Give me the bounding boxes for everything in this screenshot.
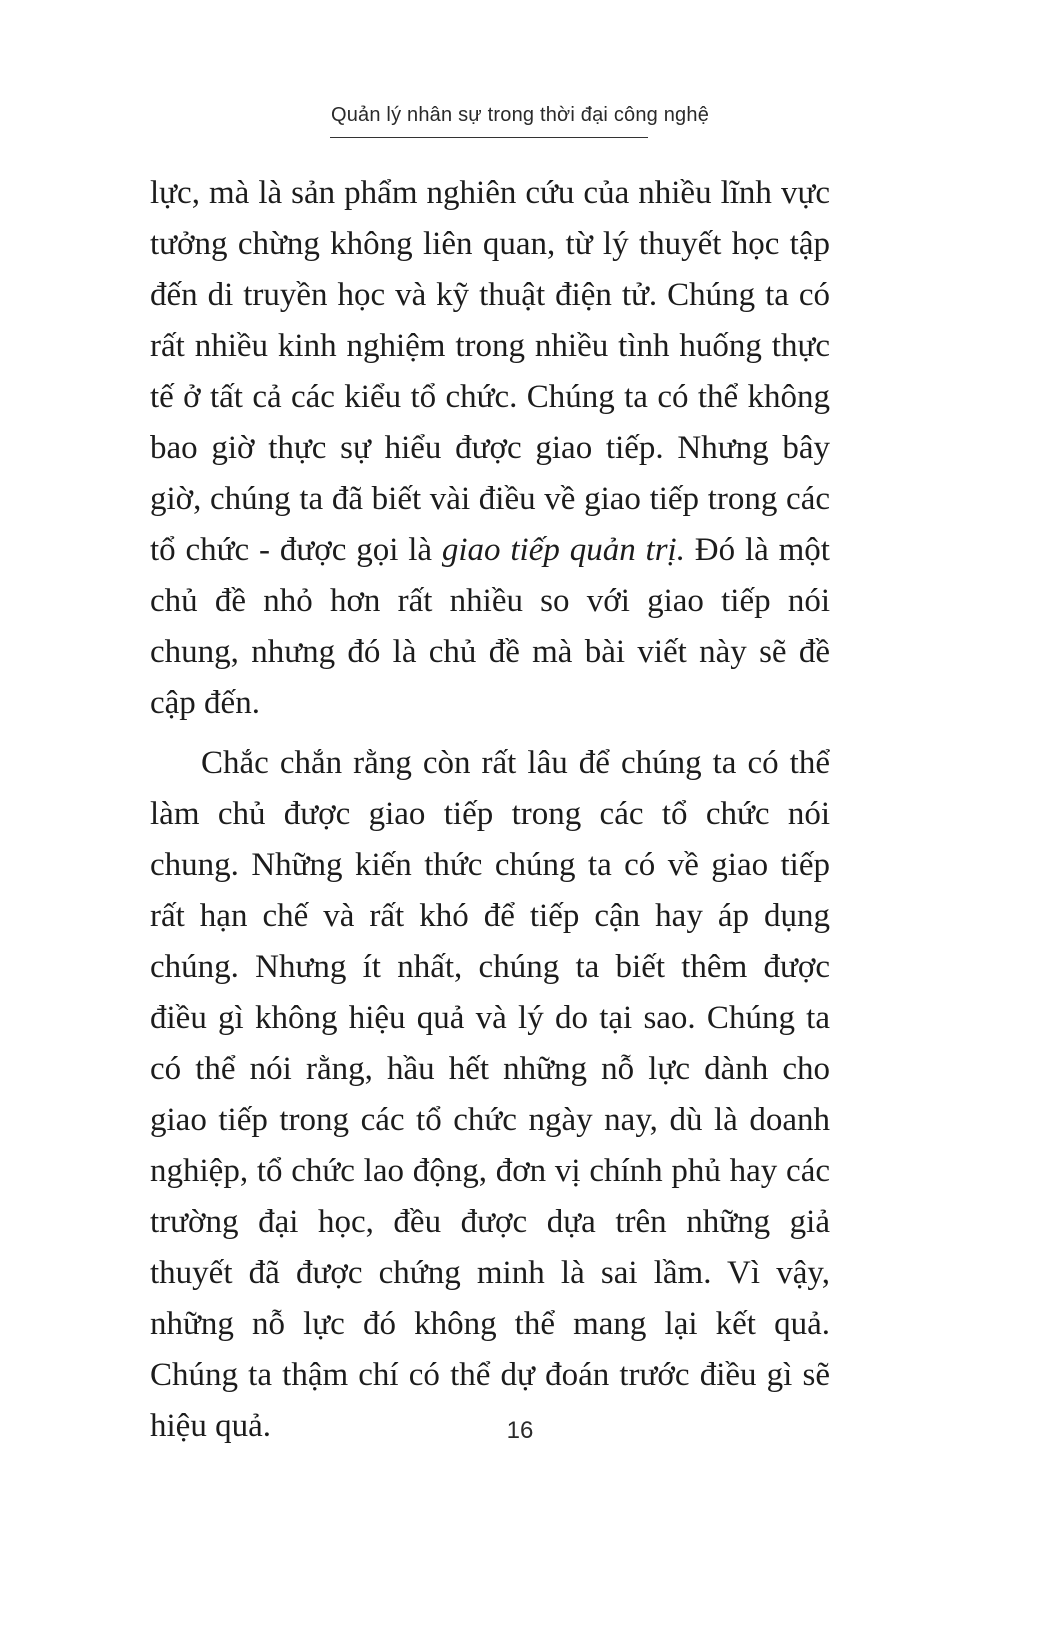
paragraph-1-text-end: Đó là một chủ đề nhỏ hơn rất nhiều so với giao tiếp nói chung, nhưng đó là chủ đề mà bài viết này sẽ đề cập đến. (150, 532, 830, 721)
page-number: 16 (506, 1417, 534, 1444)
running-header: Quản lý nhân sự trong thời đại công nghệ (330, 104, 710, 126)
italic-term: giao tiếp quản trị. (441, 532, 685, 568)
body-text (150, 168, 830, 1452)
paragraph-1 (150, 168, 830, 729)
paragraph-2: Chắc chắn rằng còn rất lâu để chúng ta có thể làm chủ được giao tiếp trong các tổ chức nói chung. Những kiến thức chúng ta có về giao tiếp rất hạn chế và rất khó để tiếp cận hay áp dụng chúng. Nhưng ít nhất, chúng ta biết thêm được điều gì không hiệu quả và lý do tại sao. Chúng ta có thể nói rằng, hầu hết những nỗ lực dành cho giao tiếp trong các tổ chức ngày nay, dù là doanh nghiệp, tổ chức lao động, đơn vị chính phủ hay các trường đại học, đều được dựa trên những giả thuyết đã được chứng minh là sai lầm. Vì vậy, những nỗ lực đó không thể mang lại kết quả. Chúng ta thậm chí có thể dự đoán trước điều gì sẽ hiệu quả. (150, 745, 830, 1444)
header-rule (330, 137, 648, 138)
paragraph-1-text: lực, mà là sản phẩm nghiên cứu của nhiều lĩnh vực tưởng chừng không liên quan, từ lý thuyết học tập đến di truyền học và kỹ thuật điện tử. Chúng ta có rất nhiều kinh nghiệm trong nhiều tình huống thực tế ở tất cả các kiểu tổ chức. Chúng ta có thể không bao giờ thực sự hiểu được giao tiếp. Nhưng bây giờ, chúng ta đã biết vài điều về giao tiếp trong các tổ chức - được gọi là (150, 175, 830, 568)
